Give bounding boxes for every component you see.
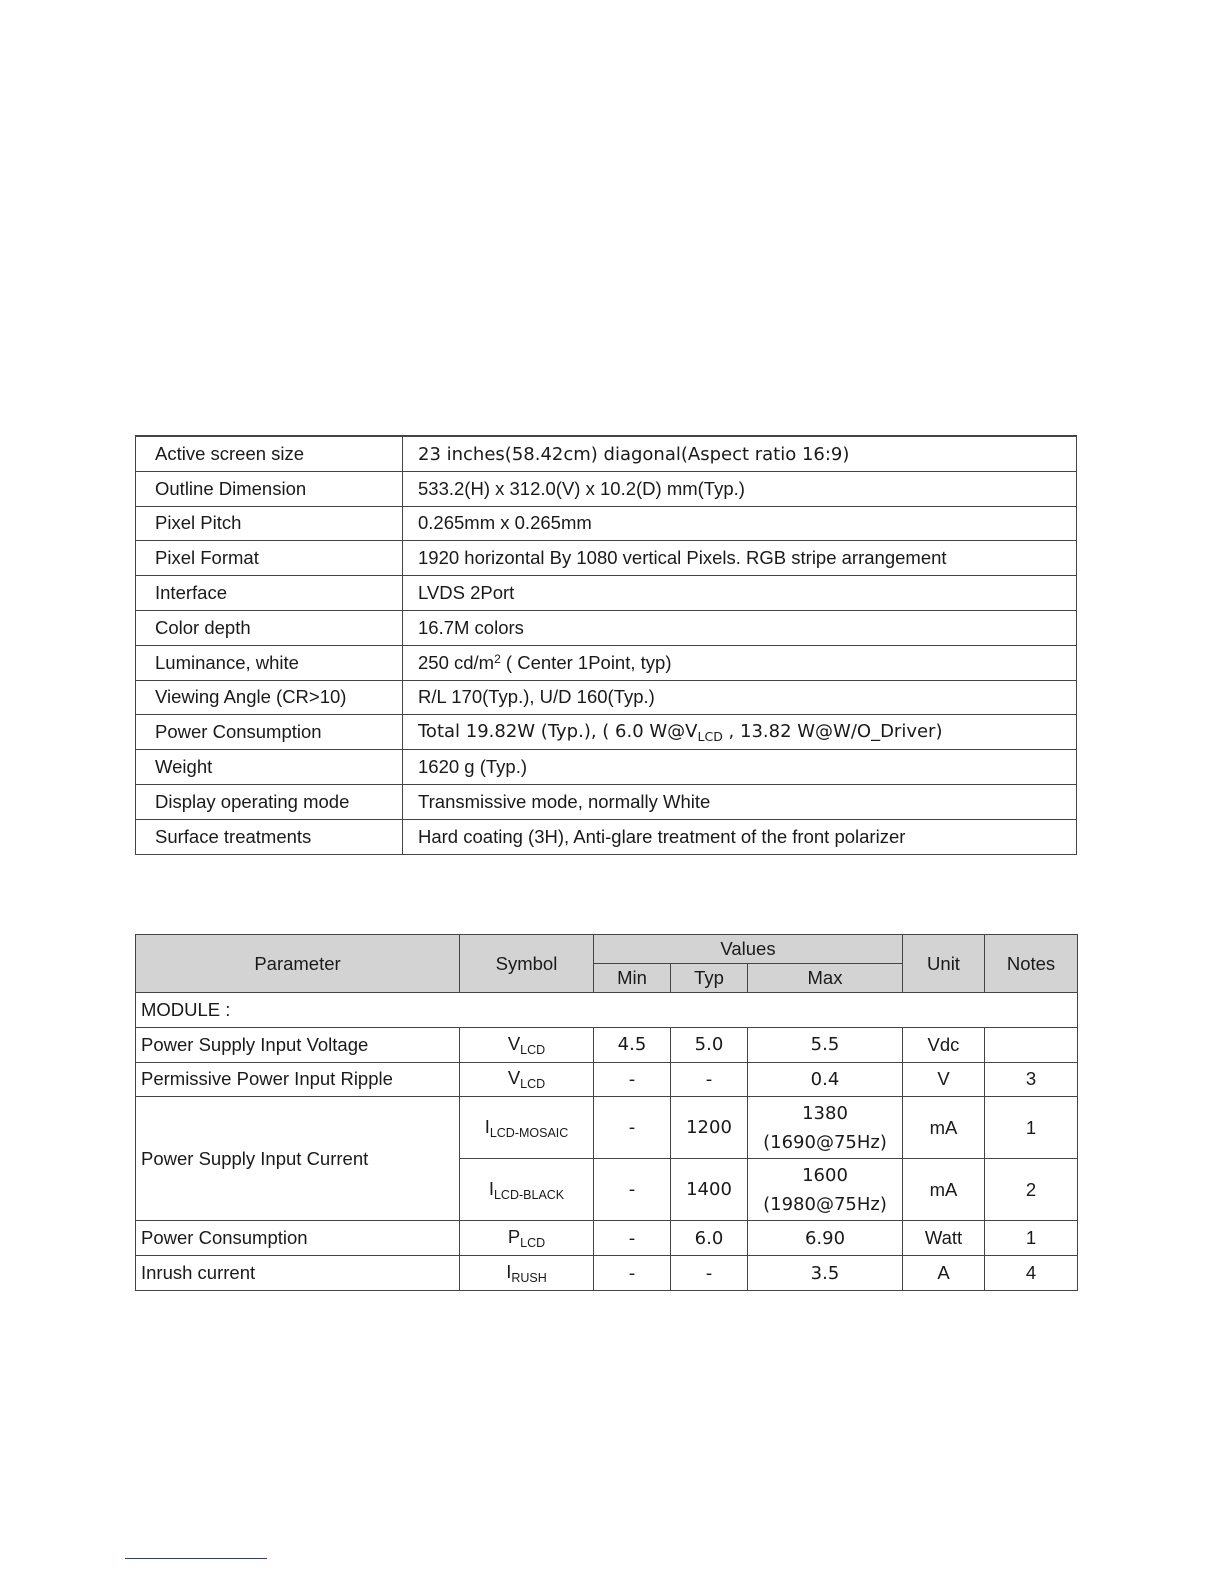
spec-value: 0.265mm x 0.265mm: [403, 506, 1077, 541]
param-cell: Permissive Power Input Ripple: [136, 1062, 460, 1097]
symbol-cell: $I_{RUSH}$: [460, 1256, 594, 1291]
max-cell: 5.5: [748, 1027, 903, 1062]
min-cell: -: [594, 1256, 671, 1291]
typ-cell: 5.0: [671, 1027, 748, 1062]
symbol-cell: $V_{LCD}$: [460, 1027, 594, 1062]
spec-label: Viewing Angle (CR>10): [136, 680, 403, 715]
header-max: Max: [748, 964, 903, 993]
spec-value: Transmissive mode, normally White: [403, 784, 1077, 819]
notes-cell: 4: [985, 1256, 1078, 1291]
table-row: [136, 645, 1077, 680]
unit-cell: V: [903, 1062, 985, 1097]
spec-value: Total 19.82W (Typ.), ( 6.0 $W@V_{LCD}$ , 13.82 W@W/O_Driver): [403, 715, 1077, 750]
min-cell: -: [594, 1159, 671, 1221]
typ-cell: -: [671, 1062, 748, 1097]
header-unit: Unit: [903, 935, 985, 993]
electrical-characteristics-table: [135, 934, 1078, 1291]
table-row: [136, 1097, 1078, 1159]
spec-label: Pixel Pitch: [136, 506, 403, 541]
spec-value: 16.7M colors: [403, 610, 1077, 645]
table-row: [136, 1221, 1078, 1256]
spec-label: Surface treatments: [136, 819, 403, 854]
spec-table: [135, 435, 1077, 855]
unit-cell: Watt: [903, 1221, 985, 1256]
max-cell: 1380 (1690@75Hz): [748, 1097, 903, 1159]
table-row: [136, 471, 1077, 506]
max-cell: 0.4: [748, 1062, 903, 1097]
table-row: [136, 680, 1077, 715]
notes-cell: 1: [985, 1221, 1078, 1256]
table-row: [136, 819, 1077, 854]
notes-cell: 2: [985, 1159, 1078, 1221]
unit-cell: mA: [903, 1159, 985, 1221]
unit-cell: Vdc: [903, 1027, 985, 1062]
spec-label: Interface: [136, 576, 403, 611]
min-cell: -: [594, 1221, 671, 1256]
section-label: MODULE :: [136, 993, 1078, 1028]
typ-cell: 1400: [671, 1159, 748, 1221]
max-cell: 3.5: [748, 1256, 903, 1291]
notes-cell: [985, 1027, 1078, 1062]
param-cell: Power Consumption: [136, 1221, 460, 1256]
table-row: [136, 576, 1077, 611]
table-row: [136, 784, 1077, 819]
table-row: [136, 715, 1077, 750]
spec-value: R/L 170(Typ.), U/D 160(Typ.): [403, 680, 1077, 715]
notes-cell: 1: [985, 1097, 1078, 1159]
header-values: Values: [594, 935, 903, 964]
spec-label: Outline Dimension: [136, 471, 403, 506]
footnote-separator: [125, 1558, 267, 1559]
unit-cell: A: [903, 1256, 985, 1291]
symbol-cell: $V_{LCD}$: [460, 1062, 594, 1097]
param-cell: Inrush current: [136, 1256, 460, 1291]
min-cell: 4.5: [594, 1027, 671, 1062]
table-row: [136, 750, 1077, 785]
spec-label: Luminance, white: [136, 645, 403, 680]
spec-label: Pixel Format: [136, 541, 403, 576]
spec-label: Power Consumption: [136, 715, 403, 750]
typ-cell: 6.0: [671, 1221, 748, 1256]
max-cell: 6.90: [748, 1221, 903, 1256]
spec-value: Hard coating (3H), Anti-glare treatment of the front polarizer: [403, 819, 1077, 854]
table-row: [136, 541, 1077, 576]
header-min: Min: [594, 964, 671, 993]
param-cell: Power Supply Input Voltage: [136, 1027, 460, 1062]
spec-value: 23 inches(58.42cm) diagonal(Aspect ratio 16:9): [403, 436, 1077, 471]
spec-value: 250 $cd/m^2$ ( Center 1Point, typ): [403, 645, 1077, 680]
spec-label: Color depth: [136, 610, 403, 645]
typ-cell: -: [671, 1256, 748, 1291]
table-row: [136, 436, 1077, 471]
table-row: [136, 1256, 1078, 1291]
table-row: [136, 1062, 1078, 1097]
min-cell: -: [594, 1062, 671, 1097]
min-cell: -: [594, 1097, 671, 1159]
table-row: [136, 1027, 1078, 1062]
table-row: [136, 610, 1077, 645]
spec-label: Active screen size: [136, 436, 403, 471]
spec-label: Weight: [136, 750, 403, 785]
header-symbol: Symbol: [460, 935, 594, 993]
header-row: [136, 935, 1078, 964]
spec-value: 1620 g (Typ.): [403, 750, 1077, 785]
typ-cell: 1200: [671, 1097, 748, 1159]
table-row: [136, 506, 1077, 541]
spec-value: 1920 horizontal By 1080 vertical Pixels. RGB stripe arrangement: [403, 541, 1077, 576]
header-parameter: Parameter: [136, 935, 460, 993]
symbol-cell: $I_{LCD-MOSAIC}$: [460, 1097, 594, 1159]
symbol-cell: $P_{LCD}$: [460, 1221, 594, 1256]
notes-cell: 3: [985, 1062, 1078, 1097]
param-cell: Power Supply Input Current: [136, 1097, 460, 1221]
spec-value: 533.2(H) x 312.0(V) x 10.2(D) mm(Typ.): [403, 471, 1077, 506]
symbol-cell: $I_{LCD-BLACK}$: [460, 1159, 594, 1221]
unit-cell: mA: [903, 1097, 985, 1159]
spec-value: LVDS 2Port: [403, 576, 1077, 611]
section-row: [136, 993, 1078, 1028]
header-notes: Notes: [985, 935, 1078, 993]
header-typ: Typ: [671, 964, 748, 993]
spec-label: Display operating mode: [136, 784, 403, 819]
max-cell: 1600 (1980@75Hz): [748, 1159, 903, 1221]
